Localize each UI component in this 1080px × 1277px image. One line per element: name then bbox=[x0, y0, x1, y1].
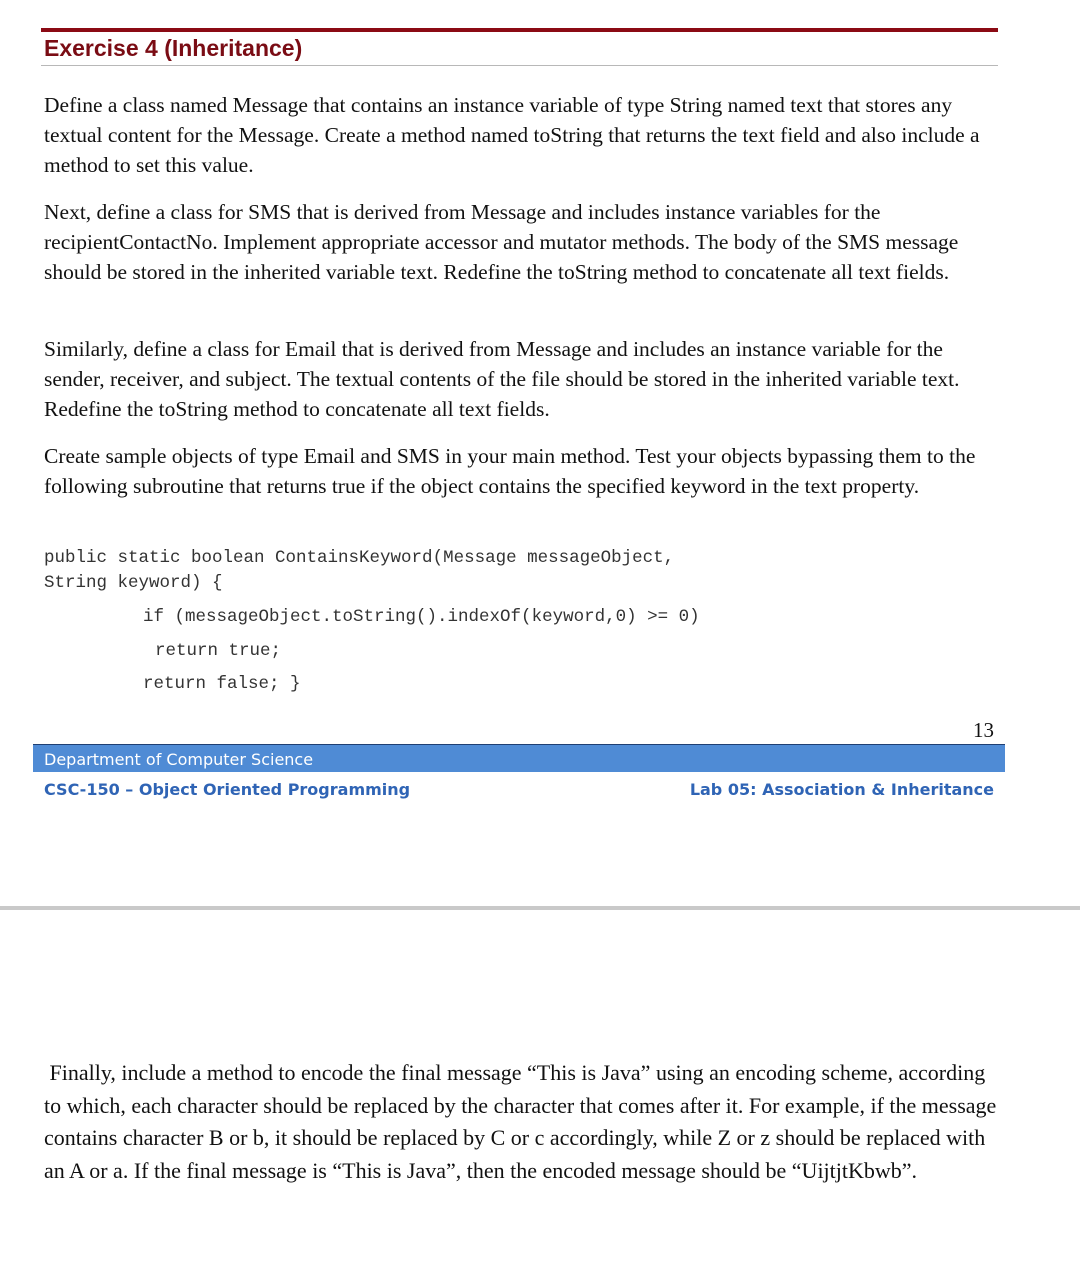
paragraph-email-class: Similarly, define a class for Email that is derived from Message and includes an instance variable for the sender, receiver, and subject. The textual contents of the file should be stored in the inherited variable text. Redefine the toString method to concatenate all text fields. bbox=[44, 337, 960, 421]
paragraph-sms-class: Next, define a class for SMS that is derived from Message and includes instance variables for the recipientContactNo. Implement appropriate accessor and mutator methods. The body of the SMS message should be stored in the inherited variable text. Redefine the toString method to concatenate all text fields. bbox=[44, 200, 959, 284]
code-line: return true; bbox=[155, 641, 282, 661]
code-line: String keyword) { bbox=[44, 573, 223, 593]
code-line: public static boolean ContainsKeyword(Message messageObject, bbox=[44, 548, 675, 568]
header-top-rule bbox=[41, 28, 998, 32]
page-number: 13 bbox=[973, 718, 994, 742]
code-line: return false; } bbox=[143, 674, 301, 694]
paragraph-test-objects: Create sample objects of type Email and SMS in your main method. Test your objects bypassing them to the following subroutine that returns true if the object contains the specified keyword in the text property. bbox=[44, 444, 976, 498]
page-divider bbox=[0, 906, 1080, 910]
footer-department: Department of Computer Science bbox=[44, 750, 314, 769]
title-underline bbox=[41, 65, 998, 66]
code-line: if (messageObject.toString().indexOf(keyword,0) >= 0) bbox=[143, 607, 700, 627]
paragraph-message-class: Define a class named Message that contains an instance variable of type String named text that stores any textual content for the Message. Create a method named toString that returns the text field and also include a method to set this value. bbox=[44, 93, 980, 177]
footer-department-band bbox=[33, 744, 1005, 772]
exercise-title: Exercise 4 (Inheritance) bbox=[44, 35, 303, 61]
paragraph-encoding bbox=[44, 1057, 1004, 1187]
footer-lab-title: Lab 05: Association & Inheritance bbox=[689, 780, 994, 799]
footer-course: CSC-150 – Object Oriented Programming bbox=[44, 780, 411, 799]
paragraph-encoding-text: Finally, include a method to encode the final message “This is Java” using an encoding scheme, according to which, each character should be replaced by the character that comes after it. For example, if the message contains character B or b, it should be replaced by C or c accordingly, while Z or z should be replaced with an A or a. If the final message is “This is Java”, then the encoded message should be “UijtjtKbwb”. bbox=[44, 1060, 997, 1183]
